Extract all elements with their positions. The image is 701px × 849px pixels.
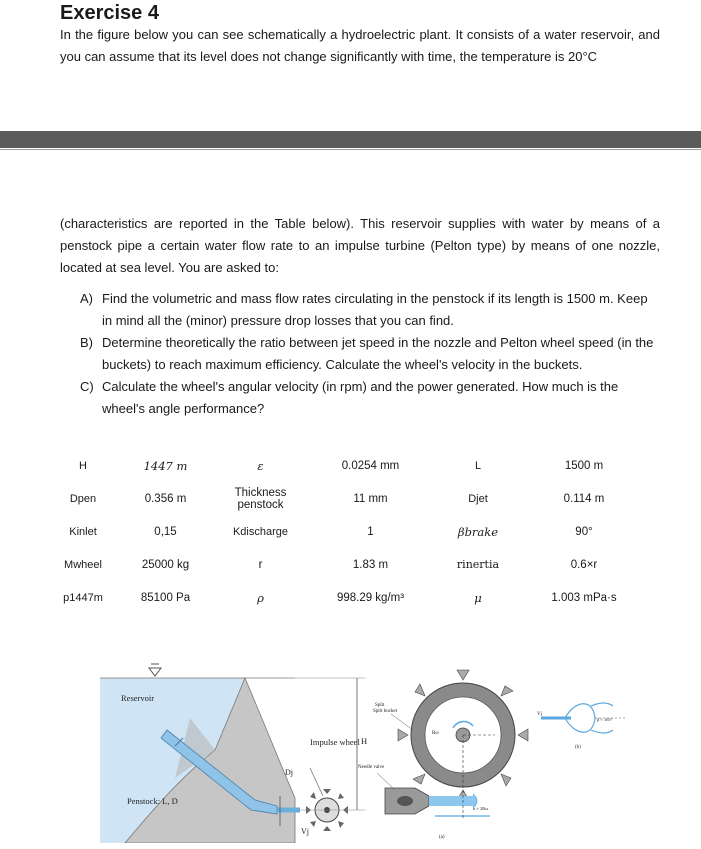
table-cell: L: [474, 459, 482, 472]
table-row: [58, 548, 655, 581]
table-row: [58, 449, 655, 482]
split-bucket-label-1: Split: [375, 703, 385, 708]
properties-table: [58, 449, 655, 614]
table-cell: 998.29 kg/m³: [336, 591, 405, 604]
penstock-label: Penstock: L, D: [127, 796, 178, 806]
table-cell: r: [258, 558, 263, 571]
table-cell: 25000 kg: [141, 558, 190, 571]
water-level-icon: [149, 668, 161, 676]
dj-label: Dj: [285, 768, 293, 777]
table-cell: βbrake: [457, 524, 499, 539]
figure-label-b: (b): [575, 745, 581, 750]
table-cell: rinertia: [456, 558, 500, 571]
table-cell: 11 mm: [353, 492, 388, 505]
continuation-paragraph: (characteristics are reported in the Table below). This reservoir supplies with water by means of a penstock pipe a certain water flow rate to an impulse turbine (Pelton type) by means of one nozzle, located at sea level. You are asked to:: [60, 216, 660, 275]
table-cell: Mwheel: [64, 558, 102, 571]
table-cell: 0.356 m: [144, 492, 187, 505]
table-cell: 0.0254 mm: [341, 459, 400, 472]
table-cell: 0,15: [154, 525, 177, 538]
question-a-text: Find the volumetric and mass flow rates circulating in the penstock if its length is 1500 m. Keep in mind all the (minor) pressure drop losses that you can find.: [102, 291, 648, 328]
table-cell: 0.114 m: [563, 492, 605, 505]
needle-valve-label: Needle valve: [358, 765, 385, 770]
question-list: [80, 288, 660, 420]
table-cell: p1447m: [63, 591, 103, 604]
table-cell: Thickness penstock: [234, 486, 287, 511]
table-cell: Djet: [468, 492, 488, 505]
table-row: [58, 482, 655, 515]
vj-label: Vj: [301, 827, 309, 836]
question-b-label: B): [80, 335, 93, 350]
impulse-wheel-label: Impulse wheel: [310, 737, 360, 747]
question-a-label: A): [80, 291, 93, 306]
table-cell: Dpen: [69, 492, 97, 505]
question-c: [80, 376, 660, 420]
hydroelectric-plant-figure: [95, 638, 695, 843]
question-b: [80, 332, 660, 376]
beta-label: β ≈ 165°: [597, 717, 613, 722]
question-b-text: Determine theoretically the ratio between jet speed in the nozzle and Pelton wheel speed (in the buckets) to reach maximum efficiency. Calculate the wheel's velocity in the buckets.: [102, 335, 654, 372]
h-label: H: [361, 736, 368, 746]
table-row: [58, 581, 655, 614]
question-c-label: C): [80, 379, 94, 394]
table-cell: 0.6×r: [570, 558, 598, 571]
figure-label-a: (a): [439, 835, 445, 840]
split-bucket-label: Split bucket: [373, 709, 398, 714]
table-cell: 1.003 mPa·s: [551, 591, 617, 604]
table-cell: μ: [474, 590, 482, 605]
u-label: u ≈ 2Rω: [473, 806, 489, 811]
table-cell: ρ: [257, 590, 264, 605]
table-cell: 1: [367, 525, 374, 538]
reservoir-label: Reservoir: [121, 693, 155, 703]
table-cell: 1447 m: [143, 458, 188, 473]
page-separator-line: [0, 149, 701, 150]
page-separator-band: [0, 131, 701, 148]
question-c-text: Calculate the wheel's angular velocity (in rpm) and the power generated. How much is the wheel's angle performance?: [102, 379, 619, 416]
table-row: [58, 515, 655, 548]
table-cell: 85100 Pa: [140, 591, 191, 604]
table-cell: Kinlet: [69, 525, 97, 538]
table-cell: 1.83 m: [352, 558, 389, 571]
intro-paragraph: In the figure below you can see schematically a hydroelectric plant. It consists of a water reservoir, and you can assume that its level does not change significantly with time, the temperature is 20°C: [60, 27, 660, 64]
table-cell: 90°: [575, 525, 593, 538]
table-cell: Kdischarge: [232, 525, 289, 538]
table-cell: H: [79, 459, 87, 472]
vj-b-label: Vj: [537, 712, 542, 717]
table-cell: 1500 m: [564, 459, 604, 472]
table-cell: ε: [257, 458, 264, 473]
exercise-title: Exercise 4: [60, 2, 159, 24]
omega-r-label: Rω: [432, 731, 439, 736]
question-a: [80, 288, 660, 332]
